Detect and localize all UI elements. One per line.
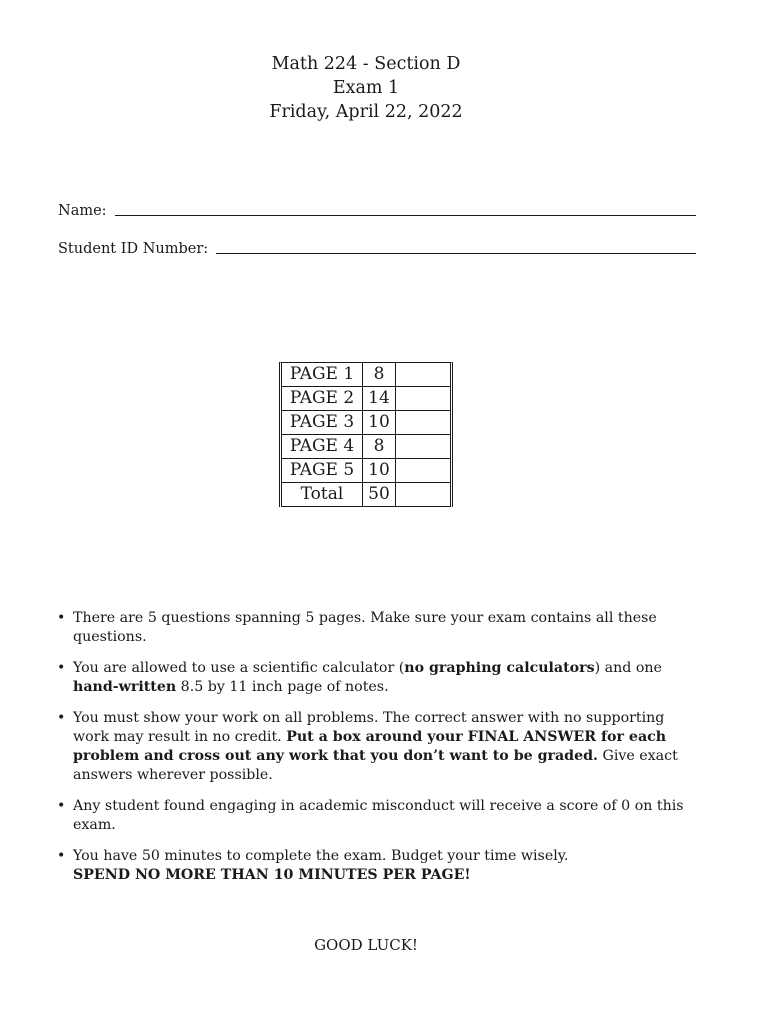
- student-id-blank-line[interactable]: [216, 253, 696, 254]
- points-cell: 14: [363, 387, 396, 411]
- table-row: [282, 411, 450, 435]
- score-table: [279, 362, 453, 507]
- table-row: [282, 435, 450, 459]
- exam-date: Friday, April 22, 2022: [269, 102, 463, 122]
- instructions-list: [57, 609, 697, 897]
- table-row: [282, 459, 450, 483]
- student-id-field: [58, 241, 696, 257]
- score-cell: [396, 435, 450, 459]
- instruction-item: • Any student found engaging in academic misconduct will receive a score of 0 on this exam.: [57, 797, 697, 835]
- page-cell: PAGE 1: [282, 363, 363, 387]
- total-score-cell: [396, 483, 450, 507]
- total-points-cell: 50: [363, 483, 396, 507]
- course-title: Math 224 - Section D: [271, 54, 461, 74]
- instruction-item: • There are 5 questions spanning 5 pages. Make sure your exam contains all these questions.: [57, 609, 697, 647]
- score-cell: [396, 459, 450, 483]
- name-field: [58, 203, 696, 219]
- good-luck-text: GOOD LUCK!: [314, 936, 418, 954]
- score-cell: [396, 411, 450, 435]
- table-row: [282, 363, 450, 387]
- instruction-item: • You have 50 minutes to complete the exam. Budget your time wisely. SPEND NO MORE THAN 10 MINUTES PER PAGE!: [57, 847, 697, 885]
- page-cell: PAGE 2: [282, 387, 363, 411]
- instruction-item: • You must show your work on all problems. The correct answer with no supporting work may result in no credit. Put a box around your FINAL ANSWER for each problem and cross out any work that you don’t want to be graded. Give exact answers wherever possible.: [57, 709, 697, 785]
- instruction-item: • You are allowed to use a scientific calculator (no graphing calculators) and one hand-written 8.5 by 11 inch page of notes.: [57, 659, 697, 697]
- table-row: [282, 387, 450, 411]
- name-label: Name:: [58, 203, 107, 219]
- total-label-cell: Total: [282, 483, 363, 507]
- score-cell: [396, 363, 450, 387]
- score-cell: [396, 387, 450, 411]
- page-cell: PAGE 4: [282, 435, 363, 459]
- student-id-label: Student ID Number:: [58, 241, 209, 257]
- points-cell: 10: [363, 459, 396, 483]
- points-cell: 10: [363, 411, 396, 435]
- table-row-total: [282, 483, 450, 507]
- points-cell: 8: [363, 363, 396, 387]
- page-cell: PAGE 3: [282, 411, 363, 435]
- exam-header: [0, 52, 732, 124]
- name-blank-line[interactable]: [115, 215, 696, 216]
- page-cell: PAGE 5: [282, 459, 363, 483]
- exam-title: Exam 1: [332, 78, 400, 98]
- points-cell: 8: [363, 435, 396, 459]
